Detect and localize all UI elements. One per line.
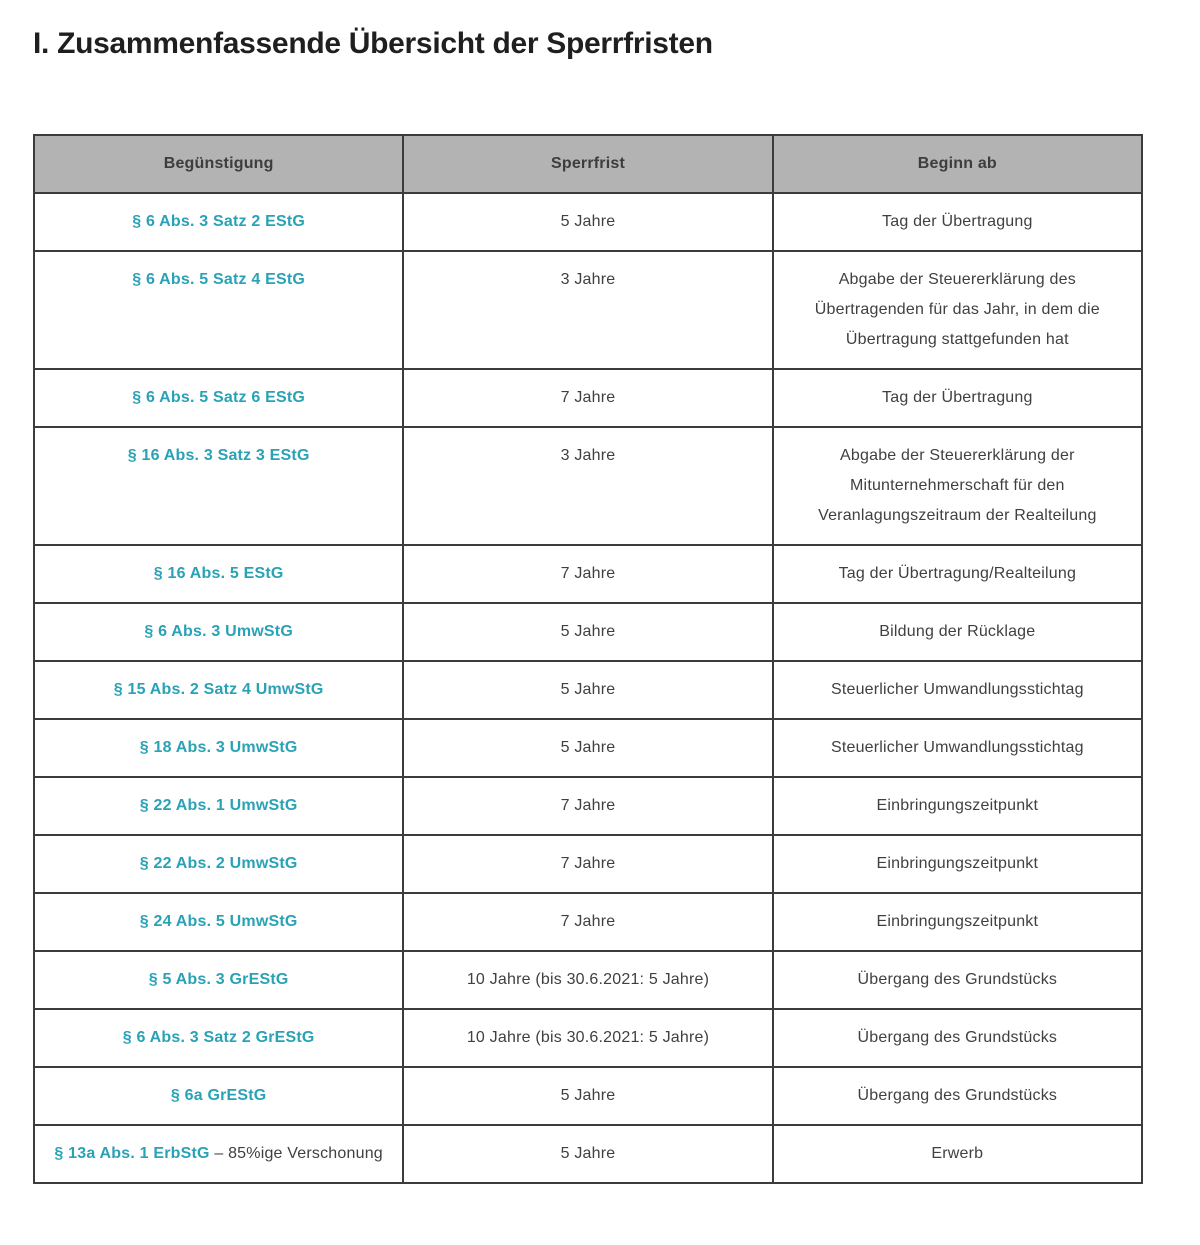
cell-beguenstigung (34, 427, 403, 545)
table-row (34, 1067, 1142, 1125)
cell-beginn-ab: Übergang des Grundstücks (773, 951, 1142, 1009)
cell-beguenstigung (34, 661, 403, 719)
cell-sperrfrist: 5 Jahre (403, 193, 772, 251)
table-header (34, 135, 1142, 193)
cell-sperrfrist: 7 Jahre (403, 369, 772, 427)
table-row (34, 545, 1142, 603)
table-row (34, 951, 1142, 1009)
table-row (34, 777, 1142, 835)
cell-sperrfrist: 5 Jahre (403, 661, 772, 719)
cell-beginn-ab: Übergang des Grundstücks (773, 1009, 1142, 1067)
table-body (34, 193, 1142, 1183)
column-header-beginn-ab: Beginn ab (773, 135, 1142, 193)
cell-beguenstigung (34, 193, 403, 251)
cell-sperrfrist: 5 Jahre (403, 1067, 772, 1125)
cell-beginn-ab: Einbringungszeitpunkt (773, 893, 1142, 951)
table-row (34, 603, 1142, 661)
statute-link[interactable]: § 22 Abs. 2 UmwStG (139, 855, 298, 872)
cell-sperrfrist: 7 Jahre (403, 893, 772, 951)
statute-link[interactable]: § 6 Abs. 5 Satz 4 EStG (132, 271, 306, 288)
cell-beginn-ab: Erwerb (773, 1125, 1142, 1183)
cell-beginn-ab: Tag der Übertragung (773, 369, 1142, 427)
cell-beginn-ab: Steuerlicher Umwandlungsstichtag (773, 719, 1142, 777)
table-row (34, 719, 1142, 777)
cell-sperrfrist: 7 Jahre (403, 545, 772, 603)
cell-sperrfrist: 3 Jahre (403, 427, 772, 545)
table-row (34, 893, 1142, 951)
cell-sperrfrist: 5 Jahre (403, 1125, 772, 1183)
cell-beginn-ab: Steuerlicher Umwandlungsstichtag (773, 661, 1142, 719)
statute-link[interactable]: § 6 Abs. 5 Satz 6 EStG (132, 389, 306, 406)
cell-sperrfrist: 5 Jahre (403, 603, 772, 661)
table-row (34, 1125, 1142, 1183)
page-title: I. Zusammenfassende Übersicht der Sperrfristen (33, 27, 713, 60)
cell-beginn-ab: Abgabe der Steuererklärung der Mitunternehmerschaft für den Veranlagungszeitraum der Realteilung (773, 427, 1142, 545)
sperrfristen-table (33, 134, 1143, 1184)
cell-beguenstigung (34, 893, 403, 951)
table-row (34, 251, 1142, 369)
cell-sperrfrist: 10 Jahre (bis 30.6.2021: 5 Jahre) (403, 1009, 772, 1067)
cell-beginn-ab: Einbringungszeitpunkt (773, 835, 1142, 893)
header-row (34, 135, 1142, 193)
cell-beguenstigung (34, 1067, 403, 1125)
cell-beginn-ab: Bildung der Rücklage (773, 603, 1142, 661)
table-row (34, 193, 1142, 251)
column-header-sperrfrist: Sperrfrist (403, 135, 772, 193)
table-row (34, 369, 1142, 427)
statute-link[interactable]: § 16 Abs. 3 Satz 3 EStG (127, 447, 310, 464)
cell-beguenstigung (34, 369, 403, 427)
statute-link[interactable]: § 18 Abs. 3 UmwStG (139, 739, 298, 756)
cell-beguenstigung (34, 1125, 403, 1183)
cell-sperrfrist: 7 Jahre (403, 777, 772, 835)
cell-sperrfrist: 10 Jahre (bis 30.6.2021: 5 Jahre) (403, 951, 772, 1009)
statute-link[interactable]: § 6a GrEStG (170, 1087, 267, 1104)
cell-beguenstigung (34, 951, 403, 1009)
cell-sperrfrist: 7 Jahre (403, 835, 772, 893)
cell-beginn-ab: Tag der Übertragung (773, 193, 1142, 251)
statute-link[interactable]: § 22 Abs. 1 UmwStG (139, 797, 298, 814)
cell-beguenstigung (34, 251, 403, 369)
column-header-beguenstigung: Begünstigung (34, 135, 403, 193)
cell-sperrfrist: 3 Jahre (403, 251, 772, 369)
statute-link[interactable]: § 15 Abs. 2 Satz 4 UmwStG (113, 681, 324, 698)
statute-link[interactable]: § 13a Abs. 1 ErbStG (54, 1145, 210, 1162)
cell-beguenstigung (34, 545, 403, 603)
cell-beginn-ab: Übergang des Grundstücks (773, 1067, 1142, 1125)
cell-beginn-ab: Tag der Übertragung/Realteilung (773, 545, 1142, 603)
cell-beguenstigung (34, 777, 403, 835)
cell-beguenstigung (34, 835, 403, 893)
cell-beguenstigung (34, 603, 403, 661)
cell-beguenstigung (34, 1009, 403, 1067)
cell-sperrfrist: 5 Jahre (403, 719, 772, 777)
table-row (34, 427, 1142, 545)
cell-beguenstigung (34, 719, 403, 777)
statute-link[interactable]: § 6 Abs. 3 UmwStG (144, 623, 293, 640)
statute-link[interactable]: § 6 Abs. 3 Satz 2 GrEStG (122, 1029, 315, 1046)
statute-link[interactable]: § 16 Abs. 5 EStG (153, 565, 284, 582)
table-row (34, 1009, 1142, 1067)
cell-beginn-ab: Einbringungszeitpunkt (773, 777, 1142, 835)
statute-link[interactable]: § 6 Abs. 3 Satz 2 EStG (132, 213, 306, 230)
statute-link[interactable]: § 24 Abs. 5 UmwStG (139, 913, 298, 930)
statute-suffix-text: – 85%ige Verschonung (209, 1145, 383, 1162)
table-row (34, 835, 1142, 893)
statute-link[interactable]: § 5 Abs. 3 GrEStG (148, 971, 289, 988)
cell-beginn-ab: Abgabe der Steuererklärung des Übertragenden für das Jahr, in dem die Übertragung stattgefunden hat (773, 251, 1142, 369)
table-row (34, 661, 1142, 719)
